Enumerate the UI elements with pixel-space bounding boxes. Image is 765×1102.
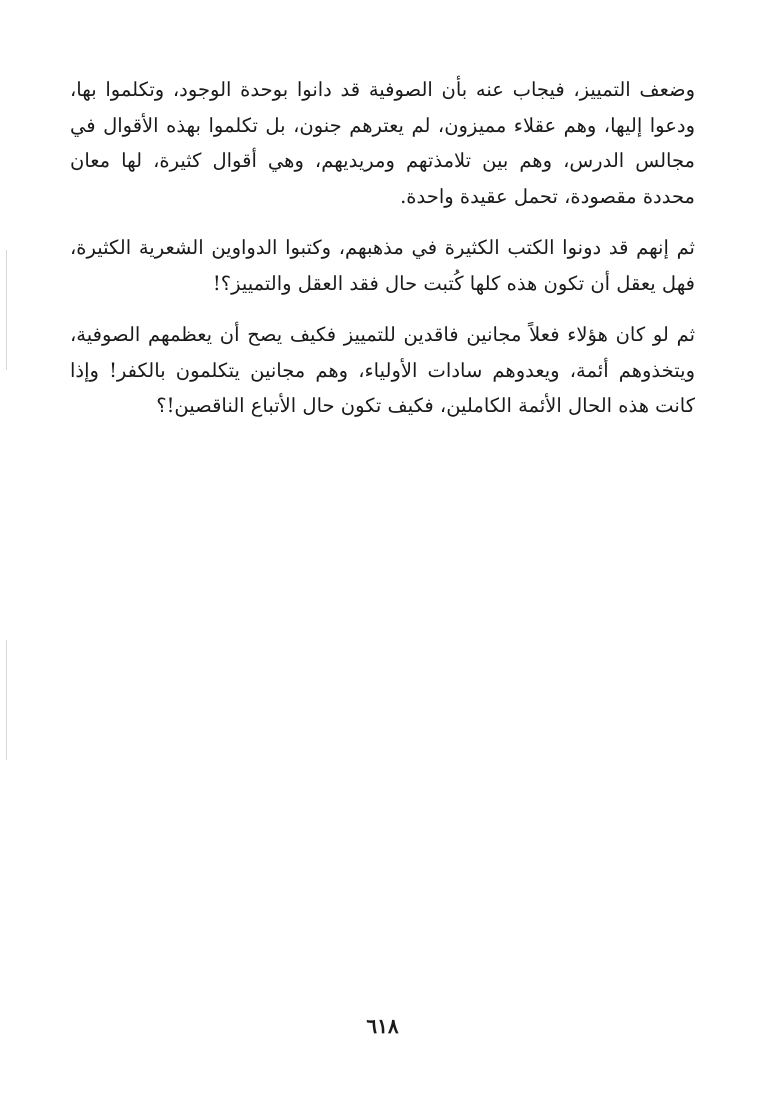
body-text: [70, 72, 695, 440]
paragraph-2: ثم إنهم قد دونوا الكتب الكثيرة في مذهبهم، وكتبوا الدواوين الشعرية الكثيرة، فهل يعقل أن تكون هذه كلها كُتبت حال فقد العقل والتمييز؟!: [70, 236, 695, 295]
page-number: ٦١٨: [366, 1014, 399, 1038]
paragraph-1: وضعف التمييز، فيجاب عنه بأن الصوفية قد دانوا بوحدة الوجود، وتكلموا بها، ودعوا إليها، وهم عقلاء مميزون، لم يعترهم جنون، بل تكلموا بهذه الأقوال في مجالس الدرس، وهم بين تلامذتهم ومريديهم، وهي أقوال كثيرة، لها معان محددة مقصودة، تحمل عقيدة واحدة.: [70, 78, 695, 208]
scan-edge-line-lower: [6, 640, 7, 760]
paragraph-3: ثم لو كان هؤلاء فعلاً مجانين فاقدين للتمييز فكيف يصح أن يعظمهم الصوفية، ويتخذوهم أئمة، ويعدوهم سادات الأولياء، وهم مجانين يتكلمون بالكفر! وإذا كانت هذه الحال الأئمة الكاملين، فكيف تكون حال الأتباع الناقصين!؟: [70, 323, 695, 417]
scan-edge-line: [6, 250, 7, 370]
